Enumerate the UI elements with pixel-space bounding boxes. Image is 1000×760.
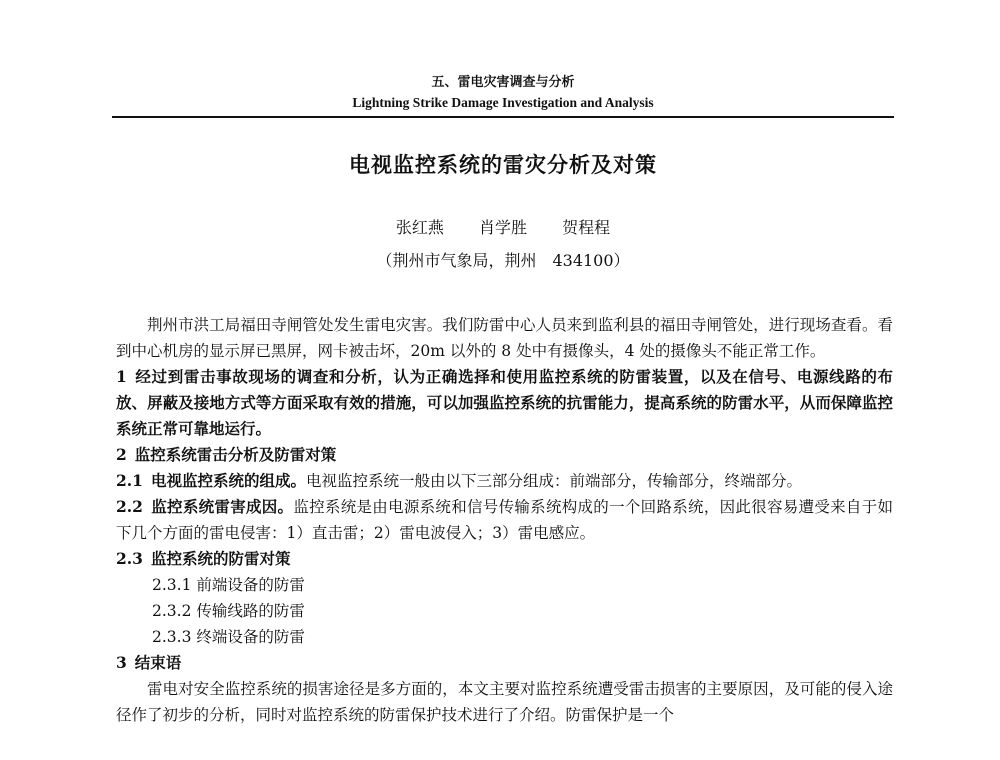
author-name: 贺程程 <box>562 218 611 237</box>
section-3-heading <box>116 650 893 676</box>
running-head-english: Lightning Strike Damage Investigation and Analysis <box>352 95 654 110</box>
author-affiliation: （荆州市气象局，荆州 434100） <box>376 251 630 270</box>
subsection-2-3-3: 2.3.3 终端设备的防雷 <box>152 628 305 646</box>
section-number: 2.1 <box>116 471 143 490</box>
section-2-3-heading <box>116 546 893 572</box>
paper-body <box>116 312 893 728</box>
author-name: 肖学胜 <box>478 218 527 237</box>
section-1-paragraph <box>116 364 893 442</box>
section-2-heading <box>116 442 893 468</box>
subsection-2-3-2: 2.3.2 传输线路的防雷 <box>152 602 305 620</box>
author-name: 张红燕 <box>395 218 444 237</box>
header-rule <box>112 116 894 118</box>
section-title: 监控系统的防雷对策 <box>150 549 291 568</box>
subsection-2-3-1: 2.3.1 前端设备的防雷 <box>152 576 305 594</box>
running-head-chinese: 五、雷电灾害调查与分析 <box>431 75 575 90</box>
section-number: 1 <box>116 367 127 386</box>
section-number: 2.3 <box>116 549 143 568</box>
section-title: 监控系统雷击分析及防雷对策 <box>134 445 337 464</box>
author-list <box>112 217 894 239</box>
section-1-text: 经过到雷击事故现场的调查和分析，认为正确选择和使用监控系统的防雷装置，以及在信号、电源线路的布放、屏蔽及接地方式等方面采取有效的措施，可以加强监控系统的抗雷能力，提高系统的防雷水平，从而保障监控系统正常可靠地运行。 <box>116 367 893 438</box>
intro-paragraph: 荆州市洪工局福田寺闸管处发生雷电灾害。我们防雷中心人员来到监利县的福田寺闸管处，进行现场查看。看到中心机房的显示屏已黑屏，网卡被击坏，20m 以外的 8 处中有摄像头，4 处的摄像头不能正常工作。 <box>116 316 893 360</box>
section-number: 2.2 <box>116 497 143 516</box>
section-text: 电视监控系统一般由以下三部分组成：前端部分，传输部分，终端部分。 <box>305 472 802 490</box>
section-text: 监控系统是由电源系统和信号传输系统构成的一个回路系统，因此很容易遭受来自于如下几个方面的雷电侵害：1）直击雷；2）雷电波侵入；3）雷电感应。 <box>116 498 893 542</box>
section-2-1-paragraph <box>116 468 893 494</box>
section-title: 结束语 <box>134 653 182 672</box>
section-2-2-paragraph <box>116 494 893 546</box>
section-title: 电视监控系统的组成。 <box>150 471 306 490</box>
conclusion-paragraph: 雷电对安全监控系统的损害途径是多方面的，本文主要对监控系统遭受雷击损害的主要原因，及可能的侵入途径作了初步的分析，同时对监控系统的防雷保护技术进行了介绍。防雷保护是一个 <box>116 680 893 724</box>
paper-title: 电视监控系统的雷灾分析及对策 <box>349 152 657 177</box>
section-number: 2 <box>116 445 127 464</box>
section-number: 3 <box>116 653 127 672</box>
section-title: 监控系统雷害成因。 <box>150 497 294 516</box>
